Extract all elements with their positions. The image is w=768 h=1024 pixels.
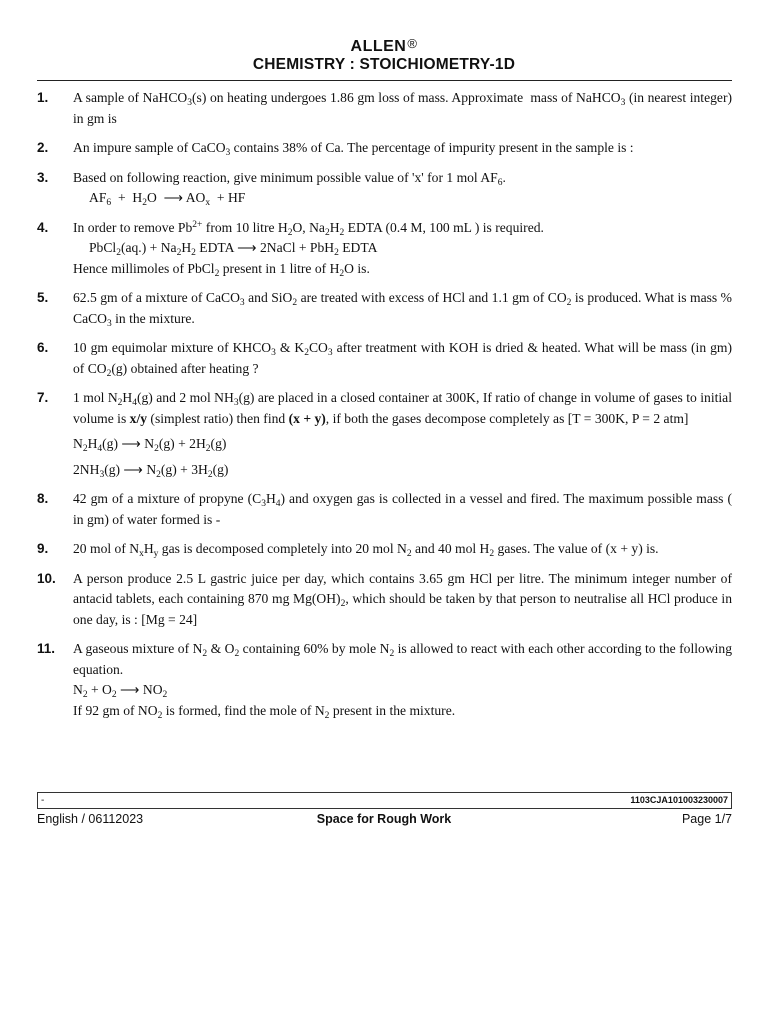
question-item: [37, 218, 732, 280]
question-number: 3.: [37, 169, 49, 185]
brand-name: ALLEN: [350, 38, 407, 55]
question-text: [73, 639, 732, 721]
paper-code: 1103CJA101003230007: [630, 795, 728, 805]
footer-dash: -: [41, 795, 45, 806]
question-list: [37, 88, 732, 730]
question-line: 42 gm of a mixture of propyne $(C_3H_4)$ and oxygen gas is collected in a vessel and fired. The maximum possible mass ( in gm) of water formed is -: [73, 491, 732, 527]
question-text: [73, 88, 732, 129]
footer-code-box: [37, 792, 732, 809]
question-line: Based on following reaction, give minimum possible value of 'x' for 1 mol $AF_6$.: [73, 169, 506, 188]
question-number: 4.: [37, 219, 49, 235]
reaction-equation: $N_2H_4(g)$ ⟶ $N_2(g) + 2H_2(g)$: [73, 436, 227, 454]
question-item: [37, 569, 732, 631]
brand-logo: [0, 36, 768, 56]
question-item: [37, 388, 732, 480]
question-text: [73, 168, 732, 209]
question-number: 11.: [37, 641, 56, 656]
question-number: 1.: [37, 90, 49, 105]
question-line: 20 mol of $N_xH_y$ gas is decomposed completely into 20 mol $N_2$ and 40 mol $H_2$ gases. The value of (x + y) is.: [73, 541, 659, 559]
question-item: [37, 288, 732, 329]
reaction-equation: $AF_6 + H_2O$ ⟶ $AO_x$ + HF: [89, 190, 246, 208]
page-title: CHEMISTRY : STOICHIOMETRY-1D: [252, 56, 516, 73]
question-line: A sample of NaHCO$_3$(s) on heating undergoes 1.86 gm loss of mass. Approximate mass of NaHCO$_3$ (in nearest integer) in gm is: [73, 90, 732, 126]
registered-mark: ®: [407, 36, 418, 51]
question-number: 5.: [37, 290, 49, 305]
question-number: 6.: [37, 340, 49, 355]
question-number: 9.: [37, 541, 49, 556]
question-number: 2.: [37, 140, 49, 155]
question-line: 1 mol $N_2H_4(g)$ and 2 mol $NH_3(g)$ are placed in a closed container at 300K, If ratio of change in volume of gases to initial volume is x/y (simplest ratio) then find (x + y), if both the gases decompose completely as [T = 300K, P = 2 atm]: [73, 390, 732, 426]
question-number: 7.: [37, 390, 49, 405]
page-number: Page 1/7: [681, 812, 732, 826]
question-number: 8.: [37, 491, 49, 506]
question-line: An impure sample of CaCO$_3$ contains 38% of Ca. The percentage of impurity present in the sample is :: [73, 140, 634, 158]
question-item: [37, 489, 732, 530]
question-line: A person produce 2.5 L gastric juice per day, which contains 3.65 gm HCl per litre. The minimum integer number of antacid tablets, each containing 870 mg $Mg(OH)_2$, which should be taken by that person to neutralise all HCl produce in one day, is : [Mg = 24]: [73, 570, 732, 627]
reaction-equation: PbCl$_2$(aq.) + $Na_2H_2$ EDTA ⟶ 2NaCl + PbH$_2$ EDTA: [89, 240, 378, 258]
question-item: [37, 639, 732, 721]
question-line: Hence millimoles of PbCl$_2$ present in 1 litre of $H_2O$ is.: [73, 260, 370, 279]
question-text: [73, 489, 732, 530]
question-line: 62.5 gm of a mixture of CaCO$_3$ and SiO$_2$ are treated with excess of HCl and 1.1 gm of $CO_2$ is produced. What is mass % CaCO$_3$ in the mixture.: [73, 290, 732, 329]
question-item: [37, 539, 732, 560]
header-divider: [37, 80, 732, 81]
question-text: [73, 539, 732, 560]
question-text: [73, 288, 732, 329]
question-item: [37, 168, 732, 209]
question-text: [73, 138, 732, 159]
reaction-equation: $2NH_3(g)$ ⟶ $N_2(g) + 3H_2(g)$: [73, 461, 229, 480]
question-text: [73, 388, 732, 480]
question-text: [73, 338, 732, 379]
question-line: $N_2 + O_2$ ⟶ $NO_2$: [73, 682, 168, 700]
footer-language-date: English / 06112023: [37, 812, 144, 826]
question-item: [37, 138, 732, 159]
footer-rough-work: Space for Rough Work: [316, 812, 452, 826]
question-item: [37, 88, 732, 129]
question-line: A gaseous mixture of $N_2$ & $O_2$ containing 60% by mole $N_2$ is allowed to react with each other according to the following equation.: [73, 641, 733, 677]
question-text: [73, 218, 732, 280]
question-number: 10.: [37, 570, 56, 586]
question-line: 10 gm equimolar mixture of $KHCO_3$ & $K_2CO_3$ after treatment with KOH is dried & heated. What will be mass (in gm) of $CO_2(g)$ obtained after heating ?: [73, 340, 732, 379]
question-line: In order to remove $Pb^{2+}$ from 10 litre $H_2O$, $Na_2H_2$ EDTA (0.4 M, 100 mL ) is required.: [73, 219, 544, 238]
question-line: If 92 gm of $NO_2$ is formed, find the mole of $N_2$ present in the mixture.: [73, 702, 456, 721]
question-item: [37, 338, 732, 379]
question-text: [73, 569, 732, 631]
